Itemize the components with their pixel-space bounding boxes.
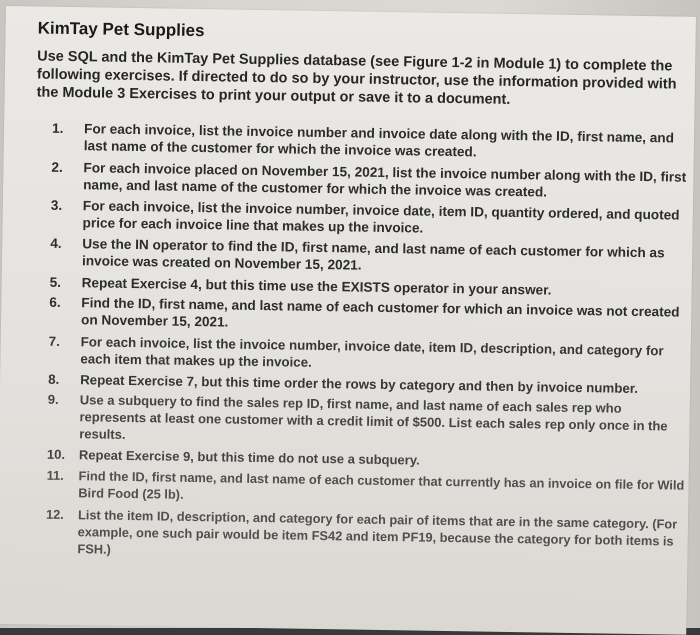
exercise-number: 1. — [51, 120, 64, 136]
page-title: KimTay Pet Supplies — [37, 18, 205, 41]
exercise-text: List the item ID, description, and category for each pair of items that are in the same category. (For example, one such pair would be item FS42 and item PF19, because the category for both items is FSH.) — [77, 507, 678, 557]
exercise-text: Use a subquery to find the sales rep ID, first name, and last name of each sales rep who represents at least one customer with a credit limit of $500. List each sales rep only once in the results. — [79, 392, 668, 442]
exercise-number: 6. — [49, 294, 61, 310]
exercise-number: 5. — [49, 274, 62, 290]
exercise-text: For each invoice, list the invoice number, invoice date, item ID, description, and category for each item that makes up the invoice. — [80, 334, 664, 370]
exercise-number: 3. — [50, 197, 63, 213]
textbook-page — [0, 6, 696, 635]
exercise-number: 8. — [48, 371, 60, 387]
exercise-text: Find the ID, first name, and last name of each customer that currently has an invoice on file for Wild Bird Food (25 lb). — [78, 468, 685, 502]
exercise-number: 2. — [51, 159, 63, 175]
exercise-text: For each invoice, list the invoice number, invoice date, item ID, quantity ordered, and quoted price for each invoice line that makes up the invoice. — [82, 198, 680, 236]
exercise-item — [48, 333, 688, 377]
exercise-number: 4. — [50, 235, 62, 251]
exercise-text: Repeat Exercise 7, but this time order the rows by category and then by invoice number. — [80, 372, 639, 396]
exercise-number: 10. — [46, 446, 66, 462]
exercise-item — [45, 506, 686, 567]
exercise-text: Repeat Exercise 4, but this time use the EXISTS operator in your answer. — [81, 275, 552, 298]
exercise-number: 12. — [45, 506, 64, 522]
exercise-number: 11. — [46, 467, 64, 483]
exercise-number: 7. — [48, 333, 60, 349]
exercise-number: 9. — [47, 391, 59, 407]
exercise-item — [52, 120, 692, 164]
exercise-text: Use the IN operator to find the ID, first name, and last name of each customer for which as invoice was created on November 15, 2021. — [81, 236, 665, 273]
exercise-item — [49, 294, 689, 338]
exercise-text: For each invoice, list the invoice number and invoice date along with the ID, first name, and last name of the customer for which the invoice was created. — [83, 121, 675, 160]
exercise-item — [47, 391, 688, 452]
exercise-item — [50, 197, 690, 241]
exercise-list — [45, 120, 692, 567]
exercise-item — [51, 159, 691, 203]
exercise-text: Repeat Exercise 9, but this time do not use a subquery. — [78, 447, 420, 468]
exercise-item — [46, 467, 686, 511]
exercise-item — [50, 235, 690, 279]
exercise-text: Find the ID, first name, and last name of each customer for which an invoice was not created on November 15, 2021. — [80, 295, 680, 330]
intro-paragraph: Use SQL and the KimTay Pet Supplies database (see Figure 1-2 in Module 1) to complete the following exercises. If directed to do so by your instructor, use the information provided with the Module 3 Exercises to print your output or save it to a document. — [36, 48, 677, 108]
exercise-text: For each invoice placed on November 15, 2021, list the invoice number along with the ID, first name, and last name of the customer for which the invoice was created. — [83, 160, 687, 200]
